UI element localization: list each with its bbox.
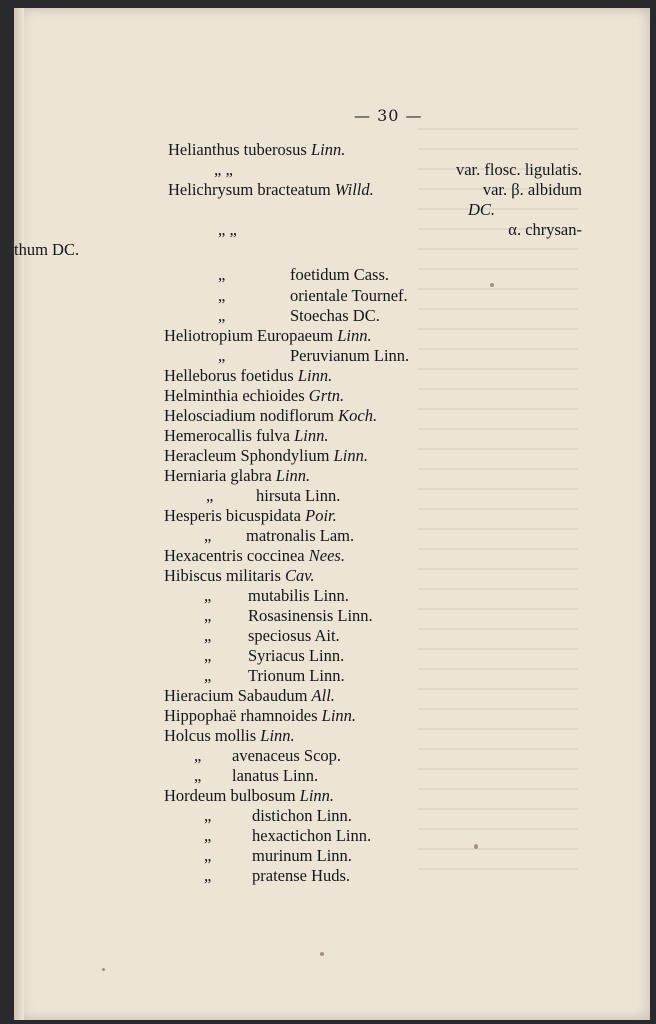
entry-name: Helianthus tuberosus xyxy=(168,140,311,159)
entry-authority: Linn. xyxy=(297,366,333,385)
entry-detail: orientale Tournef. xyxy=(290,286,408,305)
species-entry xyxy=(164,566,314,586)
entry-name: „ xyxy=(204,626,212,645)
entry-authority: Linn. xyxy=(294,426,329,445)
entry-name: Hemerocallis fulva xyxy=(164,426,295,445)
entry-detail: mutabilis Linn. xyxy=(248,586,349,605)
entry-detail: lanatus Linn. xyxy=(232,766,319,785)
entry-detail: avenaceus Scop. xyxy=(232,746,342,765)
entry-name: Helichrysum bracteatum xyxy=(168,180,335,199)
species-entry xyxy=(214,160,233,180)
species-entry xyxy=(164,726,295,746)
entry-authority: Linn. xyxy=(321,706,357,725)
entry-name: Helosciadium nodiflorum xyxy=(164,406,339,425)
entry-name: „ xyxy=(204,826,212,845)
species-entry xyxy=(218,346,225,366)
entry-name: „ xyxy=(218,346,226,365)
species-entry xyxy=(164,546,345,566)
entry-name: „ „ xyxy=(214,160,233,179)
entry-name: Heracleum Sphondylium xyxy=(164,446,334,465)
entry-detail: pratense Huds. xyxy=(252,866,351,885)
species-entry xyxy=(164,786,334,806)
entry-name: Herniaria glabra xyxy=(164,466,276,485)
species-entry xyxy=(164,686,335,706)
entry-name: Hordeum bulbosum xyxy=(164,786,300,805)
entry-name: „ xyxy=(218,286,226,305)
entry-name: „ xyxy=(218,306,226,325)
entry-authority: Linn. xyxy=(333,446,368,465)
entry-name: „ xyxy=(204,606,212,625)
entry-authority: Linn. xyxy=(275,466,311,485)
entry-detail: matronalis Lam. xyxy=(246,526,355,545)
entry-detail: Syriacus Linn. xyxy=(248,646,345,665)
entry-authority: Nees. xyxy=(308,546,345,565)
entry-name: „ xyxy=(204,846,212,865)
entry-name: Hieracium Sabaudum xyxy=(164,686,312,705)
entry-authority: Willd. xyxy=(334,180,374,199)
paper-speck xyxy=(102,968,105,971)
show-through-text xyxy=(418,128,578,888)
species-entry xyxy=(204,626,211,646)
species-entry xyxy=(204,606,211,626)
species-entry xyxy=(204,646,211,666)
species-entry xyxy=(218,286,225,306)
entry-detail: Rosasinensis Linn. xyxy=(248,606,373,625)
species-entry xyxy=(164,386,344,406)
species-entry xyxy=(164,406,377,426)
entry-authority: Linn. xyxy=(337,326,372,345)
species-entry xyxy=(218,265,225,285)
entry-authority: Grtn. xyxy=(308,386,345,405)
entry-name: „ xyxy=(204,526,212,545)
species-entry xyxy=(218,306,225,326)
entry-detail: hirsuta Linn. xyxy=(256,486,341,505)
species-entry xyxy=(168,140,345,160)
paper-speck xyxy=(320,952,324,956)
entry-authority: Poir. xyxy=(305,506,337,525)
entry-name: „ „ xyxy=(218,220,237,239)
species-entry xyxy=(168,180,374,200)
entry-detail: foetidum Cass. xyxy=(290,265,389,284)
entry-name: „ xyxy=(194,766,202,785)
species-entry xyxy=(164,446,368,466)
entry-detail: Peruvianum Linn. xyxy=(290,346,410,365)
species-entry xyxy=(204,866,211,886)
entry-detail: α. chrysan- xyxy=(508,220,582,239)
species-entry xyxy=(468,200,495,220)
page-spine-shadow xyxy=(14,8,24,1020)
entry-authority: Linn. xyxy=(310,140,346,159)
entry-name: Hexacentris coccinea xyxy=(164,546,309,565)
book-page xyxy=(14,8,650,1020)
entry-name: Hibiscus militaris xyxy=(164,566,285,585)
entry-detail: Trionum Linn. xyxy=(248,666,345,685)
species-entry xyxy=(164,706,356,726)
entry-detail: distichon Linn. xyxy=(252,806,352,825)
entry-name: Hesperis bicuspidata xyxy=(164,506,306,525)
entry-name: Holcus mollis xyxy=(164,726,261,745)
entry-name: Helleborus foetidus xyxy=(164,366,298,385)
species-entry xyxy=(206,486,213,506)
species-entry xyxy=(164,326,372,346)
species-entry xyxy=(204,666,211,686)
entry-name: „ xyxy=(204,806,212,825)
species-entry xyxy=(204,586,211,606)
page-number: — 30 — xyxy=(354,106,423,125)
paper-speck xyxy=(474,844,478,849)
entry-detail: murinum Linn. xyxy=(252,846,352,865)
species-entry xyxy=(164,466,310,486)
entry-name: Heliotropium Europaeum xyxy=(164,326,338,345)
entry-name: Helminthia echioides xyxy=(164,386,309,405)
entry-detail: thum DC. xyxy=(14,240,80,259)
entry-name: „ xyxy=(204,866,212,885)
entry-authority: Koch. xyxy=(338,406,378,425)
entry-detail: var. β. albidum xyxy=(482,180,582,199)
entry-authority: Linn. xyxy=(260,726,295,745)
entry-detail: speciosus Ait. xyxy=(248,626,340,645)
species-entry xyxy=(204,826,211,846)
entry-detail: hexactichon Linn. xyxy=(252,826,372,845)
entry-name: „ xyxy=(204,646,212,665)
paper-speck xyxy=(490,283,494,287)
entry-name: „ xyxy=(204,666,212,685)
species-entry xyxy=(204,806,211,826)
entry-name: „ xyxy=(204,586,212,605)
entry-detail: Stoechas DC. xyxy=(290,306,380,325)
species-entry xyxy=(204,526,211,546)
entry-authority: Linn. xyxy=(299,786,335,805)
species-entry xyxy=(164,506,337,526)
entry-name: Hippophaë rhamnoides xyxy=(164,706,322,725)
entry-name: „ xyxy=(206,486,214,505)
entry-authority: DC. xyxy=(468,200,496,219)
entry-authority: All. xyxy=(311,686,335,705)
species-entry xyxy=(218,220,237,240)
species-entry xyxy=(194,766,201,786)
entry-detail: var. flosc. ligulatis. xyxy=(455,160,582,179)
species-entry xyxy=(194,746,201,766)
species-entry xyxy=(204,846,211,866)
species-entry xyxy=(164,426,329,446)
species-entry xyxy=(164,366,332,386)
entry-name: „ xyxy=(194,746,202,765)
entry-authority: Cav. xyxy=(285,566,315,585)
entry-name: „ xyxy=(218,265,226,284)
